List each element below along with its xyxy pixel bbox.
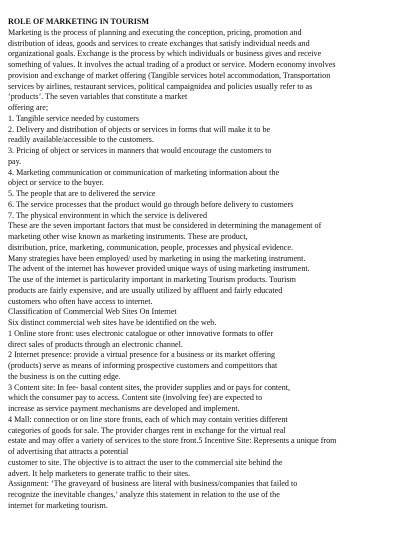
text-line: the business is on the cutting edge. xyxy=(8,371,121,381)
document-title: ROLE OF MARKETING IN TOURISM xyxy=(8,17,150,26)
document-page xyxy=(8,17,396,512)
list-item: 1 Online store front: uses electronic catalogue or other innovative formats to offer xyxy=(8,328,274,338)
text-line: readily available/accessible to the customers. xyxy=(8,135,154,145)
assignment-text: recognize the inevitable changes,’ analyze this statement in relation to the use of the xyxy=(8,490,280,499)
text-line: direct sales of products through an electronic channel. xyxy=(8,339,183,349)
text-line: distribution, price, marketing, communication, people, processes and physical evidence. xyxy=(8,242,293,252)
list-item: 2 Internet presence: provide a virtual presence for a business or its market offering xyxy=(8,350,276,360)
text-line: (products) serve as means of informing prospective customers and competitors that xyxy=(8,361,278,370)
list-item: 2. Delivery and distribution of objects or services in forms that will make it to be xyxy=(8,124,271,134)
text-line: offering are; xyxy=(8,103,49,112)
text-line: something of values. It involves the actual trading of a product or service. Modern economy involves xyxy=(8,60,336,69)
list-item: 5. The people that are to delivered the service xyxy=(8,189,156,198)
text-line: object or service to the buyer. xyxy=(8,178,104,188)
text-line: These are the seven important factors that must be considered in determining the management of xyxy=(8,221,322,231)
list-item: 4 Mall: connection or on line store fronts, each of which may contain verities different xyxy=(8,414,288,424)
list-item: 3. Pricing of object or services in manners that would encourage the customers to xyxy=(8,146,272,155)
text-line: pay. xyxy=(8,156,22,166)
list-item: 3 Content site: In fee- basal content sites, the provider supplies and or pays for content, xyxy=(8,382,291,392)
text-line: Six distinct commercial web sites have be identified on the web. xyxy=(8,318,217,327)
text-line: provision and exchange of market offering (Tangible services hotel accommodation, Transportation xyxy=(8,70,331,80)
list-item: 4. Marketing communication or communication of marketing information about the xyxy=(8,167,280,177)
section-heading: Classification of Commercial Web Sites On Internet xyxy=(8,307,177,317)
assignment-text: internet for marketing tourism. xyxy=(8,500,108,510)
text-line: organizational goals. Exchange is the process by which individuals or business gives and receive xyxy=(8,49,322,59)
text-line: Marketing is the process of planning and executing the conception, pricing, promotion and xyxy=(8,27,302,37)
text-line: ‘products’. The seven variables that constitute a market xyxy=(8,92,188,102)
text-line: estate and may offer a variety of services to the store front.5 Incentive Site: Represents a unique from xyxy=(8,436,337,446)
assignment-text: Assignment: ‘The graveyard of business are literal with business/companies that failed to xyxy=(8,479,298,489)
text-line: marketing other wise known as marketing instruments. These are product, xyxy=(8,232,248,241)
text-line: of advertising that attracts a potential xyxy=(8,447,129,456)
text-line: advert. It help marketers to generate traffic to their sites. xyxy=(8,468,191,478)
text-line: services by airlines, restaurant services, political campaignidea and policies usually refer to as xyxy=(8,81,313,91)
text-line: The use of the internet is particularity important in marketing Tourism products. Tourism xyxy=(8,275,296,284)
list-item: 6. The service processes that the product would go through before delivery to customers xyxy=(8,199,294,209)
text-line: which the consumer pay to access. Content site (involving fee) are expected to xyxy=(8,393,263,403)
text-line: Many strategies have been employed/ used by marketing in using the marketing instrument. xyxy=(8,253,306,263)
text-line: products are fairly expensive, and are usually utilized by affluent and fairly educated xyxy=(8,285,283,295)
text-line: customers who often have access to internet. xyxy=(8,296,153,306)
body-text xyxy=(8,28,396,512)
text-line: increase as service payment mechanisms are developed and implement. xyxy=(8,404,240,413)
list-item: 7. The physical environment in which the service is delivered xyxy=(8,210,207,220)
list-item: 1. Tangible service needed by customers xyxy=(8,113,139,123)
text-line: categories of goods for sale. The provider charges rent in exchange for the virtual real xyxy=(8,425,286,435)
text-line: distribution of ideas, goods and services to create exchanges that satisfy individual needs and xyxy=(8,38,310,48)
text-line: customer to site. The objective is to attract the user to the commercial site behind the xyxy=(8,457,283,467)
text-line: The advent of the internet has however provided unique ways of using marketing instrument. xyxy=(8,264,310,274)
